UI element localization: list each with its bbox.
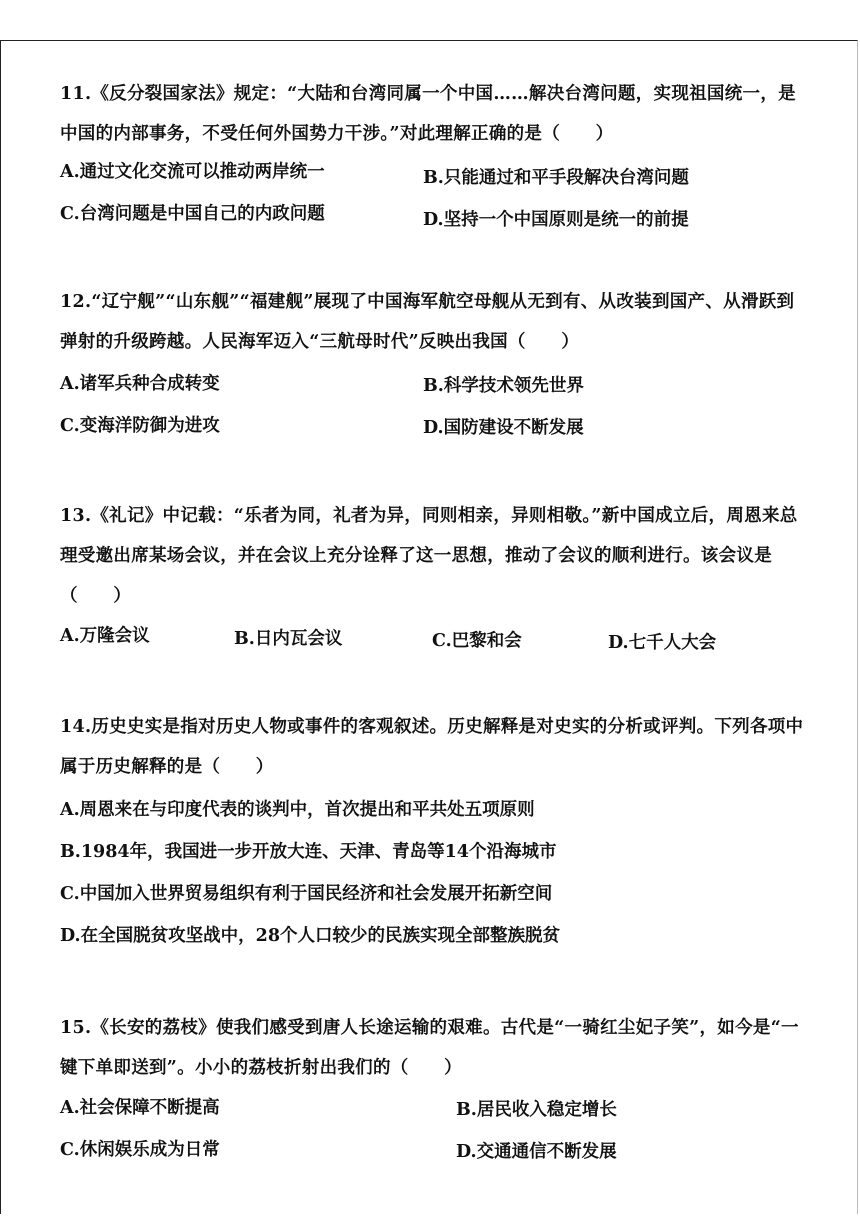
option-b[interactable]: B.只能通过和平手段解决台湾问题 bbox=[423, 168, 689, 188]
option-c[interactable]: C.巴黎和会 bbox=[432, 631, 522, 651]
question-stem: 13.《礼记》中记载：“乐者为同，礼者为异，同则相亲，异则相敬。”新中国成立后，周恩来总理受邀出席某场会议，并在会议上充分诠释了这一思想，推动了会议的顺利进行。该会议是（ ） bbox=[60, 506, 798, 606]
option-a[interactable]: A.社会保障不断提高 bbox=[60, 1098, 220, 1118]
option-c[interactable]: C.休闲娱乐成为日常 bbox=[60, 1140, 220, 1160]
option-c[interactable]: C.变海洋防御为进攻 bbox=[60, 416, 220, 436]
question-13 bbox=[60, 496, 805, 616]
question-15 bbox=[60, 1008, 805, 1088]
option-d[interactable]: D.七千人大会 bbox=[608, 633, 717, 653]
option-c[interactable]: C.中国加入世界贸易组织有利于国民经济和社会发展开拓新空间 bbox=[60, 884, 553, 904]
option-b[interactable]: B.1984年，我国进一步开放大连、天津、青岛等14个沿海城市 bbox=[60, 842, 557, 862]
option-d[interactable]: D.坚持一个中国原则是统一的前提 bbox=[423, 210, 689, 230]
question-stem: 12.“辽宁舰”“山东舰”“福建舰”展现了中国海军航空母舰从无到有、从改装到国产、从滑跃到弹射的升级跨越。人民海军迈入“三航母时代”反映出我国（ ） bbox=[60, 292, 795, 352]
option-b[interactable]: B.日内瓦会议 bbox=[234, 629, 343, 649]
question-11 bbox=[60, 74, 805, 154]
option-b[interactable]: B.科学技术领先世界 bbox=[423, 376, 584, 396]
option-c[interactable]: C.台湾问题是中国自己的内政问题 bbox=[60, 204, 325, 224]
question-stem: 14.历史史实是指对历史人物或事件的客观叙述。历史解释是对史实的分析或评判。下列各项中属于历史解释的是（ ） bbox=[60, 717, 804, 777]
option-a[interactable]: A.诸军兵种合成转变 bbox=[60, 374, 220, 394]
option-d[interactable]: D.交通通信不断发展 bbox=[456, 1142, 617, 1162]
option-a[interactable]: A.周恩来在与印度代表的谈判中，首次提出和平共处五项原则 bbox=[60, 800, 535, 820]
option-d[interactable]: D.国防建设不断发展 bbox=[423, 418, 584, 438]
option-a[interactable]: A.万隆会议 bbox=[60, 626, 150, 646]
option-b[interactable]: B.居民收入稳定增长 bbox=[456, 1100, 617, 1120]
option-d[interactable]: D.在全国脱贫攻坚战中，28个人口较少的民族实现全部整族脱贫 bbox=[60, 926, 560, 946]
option-a[interactable]: A.通过文化交流可以推动两岸统一 bbox=[60, 162, 325, 182]
question-14 bbox=[60, 707, 805, 787]
question-12 bbox=[60, 282, 805, 362]
question-stem: 11.《反分裂国家法》规定：“大陆和台湾同属一个中国……解决台湾问题，实现祖国统一，是中国的内部事务，不受任何外国势力干涉。”对此理解正确的是（ ） bbox=[60, 84, 796, 144]
question-stem: 15.《长安的荔枝》使我们感受到唐人长途运输的艰难。古代是“一骑红尘妃子笑”，如今是“一键下单即送到”。小小的荔枝折射出我们的（ ） bbox=[60, 1018, 799, 1078]
